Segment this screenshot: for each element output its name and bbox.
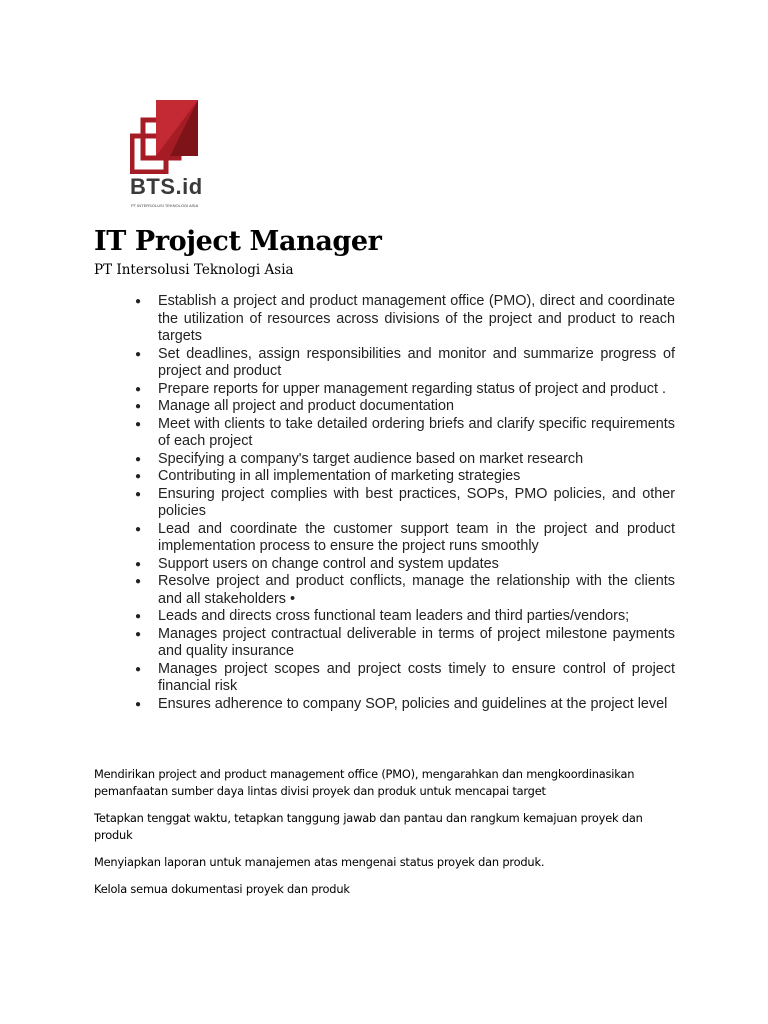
bullet-icon: ● bbox=[135, 663, 142, 675]
duty-text: Ensures adherence to company SOP, policies and guidelines at the project level bbox=[158, 695, 668, 712]
paragraph: Tetapkan tenggat waktu, tetapkan tanggung jawab dan pantau dan rangkum kemajuan proyek dan produk bbox=[94, 811, 643, 842]
logo-subtext: PT INTERSOLUSI TEKNOLOGI ASIA bbox=[131, 203, 199, 208]
duties-list bbox=[135, 293, 675, 713]
list-item bbox=[135, 626, 675, 661]
bullet-icon: ● bbox=[135, 611, 142, 622]
list-item bbox=[135, 486, 675, 521]
bullet-icon: ● bbox=[135, 558, 142, 570]
bullet-icon: ● bbox=[135, 471, 142, 482]
page-title: IT Project Manager bbox=[94, 226, 382, 257]
indonesian-translation bbox=[94, 766, 674, 908]
duty-text: Establish a project and product management office (PMO), direct and coordinate the utilization of resources across divisions of the project and product to reach targets bbox=[158, 293, 675, 344]
list-item bbox=[135, 451, 675, 469]
paragraph: Kelola semua dokumentasi proyek dan produk bbox=[94, 882, 350, 896]
list-item bbox=[135, 696, 675, 714]
paragraph: Mendirikan project and product management office (PMO), mengarahkan dan mengkoordinasikan pemanfaatan sumber daya lintas divisi proyek dan produk untuk mencapai target bbox=[94, 767, 635, 798]
duty-text: Manages project contractual deliverable in terms of project milestone payments and quality insurance bbox=[158, 625, 675, 659]
paragraph: Menyiapkan laporan untuk manajemen atas mengenai status proyek dan produk. bbox=[94, 855, 545, 869]
company-name: PT Intersolusi Teknologi Asia bbox=[94, 262, 294, 278]
duty-text: Manage all project and product documentation bbox=[158, 398, 454, 414]
duty-text: Prepare reports for upper management regarding status of project and product . bbox=[158, 380, 666, 397]
bullet-icon: ● bbox=[135, 418, 142, 430]
list-item bbox=[135, 521, 675, 556]
bullet-icon: ● bbox=[135, 488, 142, 500]
bullet-icon: ● bbox=[135, 576, 142, 587]
list-item bbox=[135, 556, 675, 574]
duty-text: Specifying a company's target audience based on market research bbox=[158, 450, 584, 467]
list-item bbox=[135, 573, 675, 608]
list-item bbox=[135, 293, 675, 346]
duty-text: Lead and coordinate the customer support team in the project and product implementation process to ensure the project runs smoothly bbox=[158, 520, 675, 554]
logo-wordmark: BTS.id bbox=[130, 174, 203, 199]
logo-mark-icon bbox=[130, 96, 204, 174]
bullet-icon: ● bbox=[135, 401, 142, 412]
duty-text: Manages project scopes and project costs timely to ensure control of project financial risk bbox=[158, 660, 675, 694]
duty-text: Contributing in all implementation of marketing strategies bbox=[158, 468, 521, 484]
bullet-icon: ● bbox=[135, 453, 142, 465]
duty-text: Set deadlines, assign responsibilities and monitor and summarize progress of project and product bbox=[158, 345, 675, 379]
bullet-icon: ● bbox=[135, 628, 142, 640]
list-item bbox=[135, 661, 675, 696]
bullet-icon: ● bbox=[135, 698, 142, 710]
list-item bbox=[135, 416, 675, 451]
duty-text: Leads and directs cross functional team leaders and third parties/vendors; bbox=[158, 608, 630, 624]
list-item bbox=[135, 608, 675, 626]
list-item bbox=[135, 398, 675, 416]
company-logo bbox=[130, 96, 204, 214]
bullet-icon: ● bbox=[135, 348, 142, 360]
duty-text: Ensuring project complies with best practices, SOPs, PMO policies, and other policies bbox=[158, 485, 675, 519]
duty-text: Meet with clients to take detailed ordering briefs and clarify specific requirements of each project bbox=[158, 415, 675, 449]
duty-text: Support users on change control and system updates bbox=[158, 555, 499, 572]
list-item bbox=[135, 468, 675, 486]
bullet-icon: ● bbox=[135, 296, 142, 307]
bullet-icon: ● bbox=[135, 523, 142, 535]
list-item bbox=[135, 346, 675, 381]
list-item bbox=[135, 381, 675, 399]
bullet-icon: ● bbox=[135, 383, 142, 395]
duty-text: Resolve project and product conflicts, manage the relationship with the clients and all stakeholders • bbox=[158, 573, 675, 607]
